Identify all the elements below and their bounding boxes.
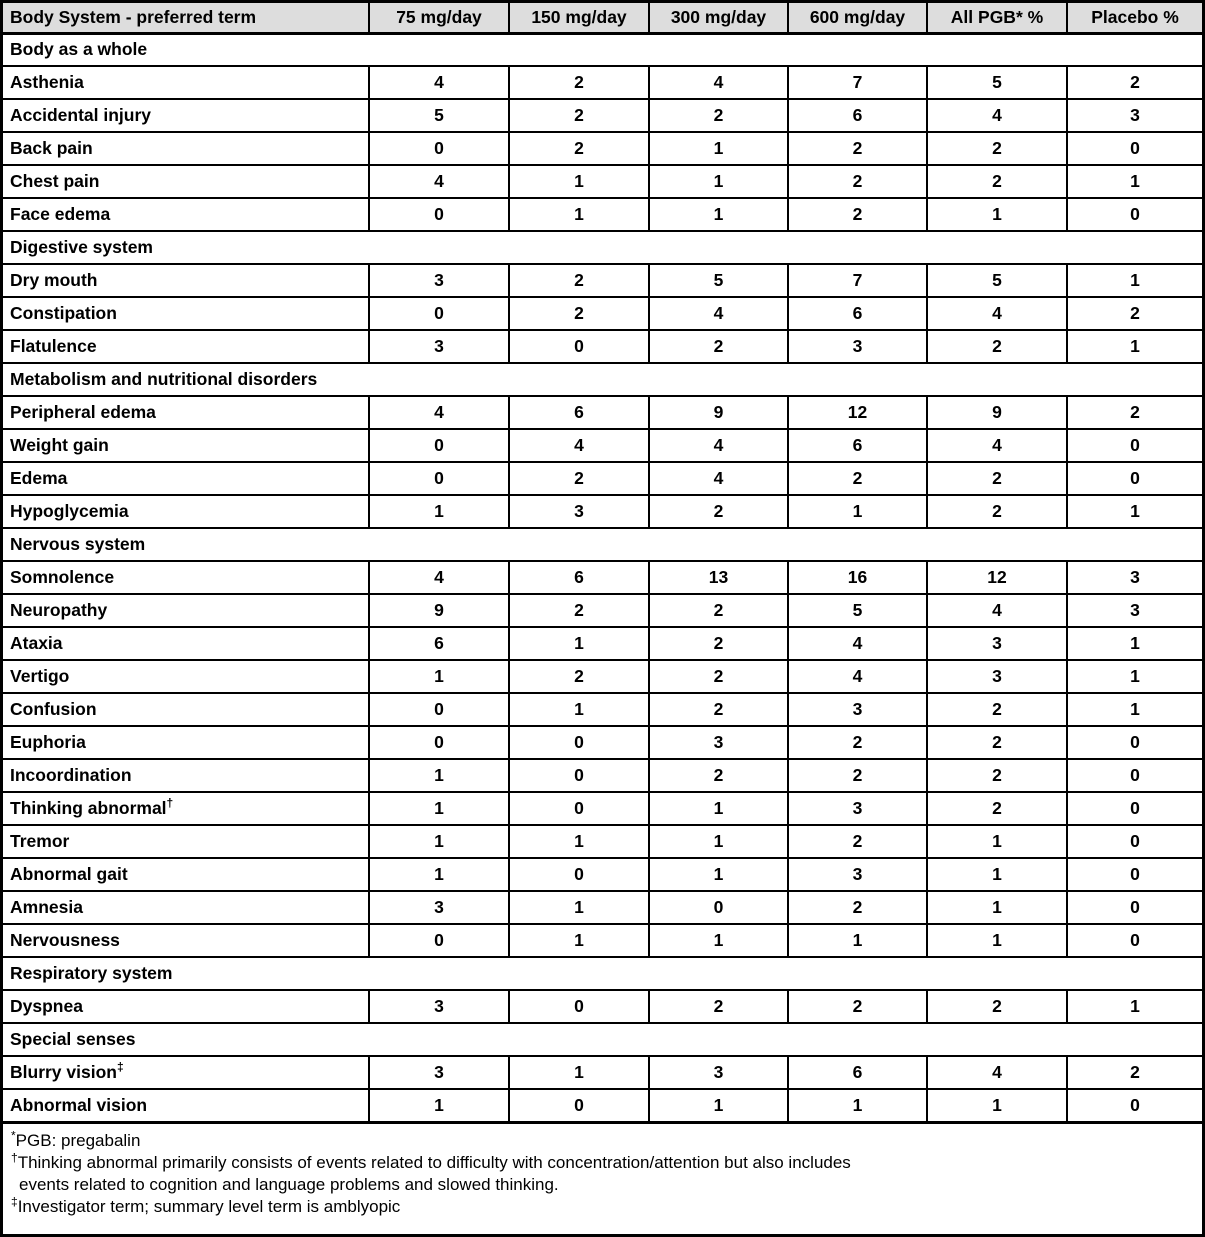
cell-value: 2: [788, 198, 927, 231]
cell-value: 2: [1067, 297, 1202, 330]
cell-value: 1: [1067, 330, 1202, 363]
footnote-double-dagger-marker: ‡: [11, 1194, 18, 1209]
cell-value: 3: [509, 495, 649, 528]
section-title: Special senses: [3, 1023, 1202, 1056]
cell-value: 2: [649, 693, 788, 726]
table-row: [3, 396, 1202, 429]
section-title: Nervous system: [3, 528, 1202, 561]
cell-value: 4: [927, 297, 1067, 330]
row-term: [3, 924, 369, 957]
footnote-blurry-vision-text: Investigator term; summary level term is amblyopic: [17, 1196, 401, 1216]
row-term: [3, 66, 369, 99]
cell-value: 0: [1067, 891, 1202, 924]
table-header: [3, 3, 1202, 33]
column-header-all-pgb: All PGB* %: [927, 3, 1067, 33]
cell-value: 1: [649, 858, 788, 891]
cell-value: 0: [509, 990, 649, 1023]
cell-value: 2: [927, 759, 1067, 792]
cell-value: 2: [649, 99, 788, 132]
row-term: [3, 759, 369, 792]
row-term: [3, 1056, 369, 1089]
section-title: Body as a whole: [3, 33, 1202, 66]
adverse-events-table: [3, 3, 1202, 1124]
row-term-label: Dyspnea: [10, 996, 83, 1016]
cell-value: 2: [788, 462, 927, 495]
cell-value: 2: [509, 594, 649, 627]
cell-value: 1: [788, 495, 927, 528]
section-header-row: [3, 33, 1202, 66]
cell-value: 4: [927, 594, 1067, 627]
cell-value: 2: [927, 693, 1067, 726]
cell-value: 0: [1067, 726, 1202, 759]
cell-value: 0: [1067, 924, 1202, 957]
cell-value: 1: [1067, 495, 1202, 528]
row-term: [3, 726, 369, 759]
cell-value: 1: [927, 1089, 1067, 1122]
cell-value: 0: [509, 1089, 649, 1122]
row-term: [3, 330, 369, 363]
cell-value: 2: [788, 759, 927, 792]
table-row: [3, 693, 1202, 726]
cell-value: 13: [649, 561, 788, 594]
cell-value: 2: [927, 165, 1067, 198]
cell-value: 2: [649, 759, 788, 792]
cell-value: 0: [509, 759, 649, 792]
cell-value: 1: [927, 891, 1067, 924]
cell-value: 7: [788, 66, 927, 99]
cell-value: 2: [509, 66, 649, 99]
cell-value: 4: [649, 297, 788, 330]
cell-value: 3: [1067, 99, 1202, 132]
row-term: [3, 693, 369, 726]
cell-value: 2: [649, 330, 788, 363]
cell-value: 3: [369, 990, 509, 1023]
cell-value: 2: [788, 891, 927, 924]
row-term: [3, 594, 369, 627]
row-term: [3, 396, 369, 429]
table-row: [3, 132, 1202, 165]
column-header-150mg: 150 mg/day: [509, 3, 649, 33]
cell-value: 3: [788, 792, 927, 825]
cell-value: 3: [927, 660, 1067, 693]
cell-value: 4: [649, 66, 788, 99]
cell-value: 0: [369, 429, 509, 462]
row-term: [3, 429, 369, 462]
cell-value: 1: [927, 198, 1067, 231]
cell-value: 0: [1067, 429, 1202, 462]
section-header-row: [3, 1023, 1202, 1056]
footnotes-block: [3, 1124, 1202, 1222]
row-term-label: Blurry vision: [10, 1062, 117, 1082]
cell-value: 2: [788, 825, 927, 858]
cell-value: 1: [509, 1056, 649, 1089]
row-term: [3, 990, 369, 1023]
cell-value: 0: [509, 792, 649, 825]
row-term-label: Abnormal vision: [10, 1094, 148, 1115]
cell-value: 2: [927, 726, 1067, 759]
cell-value: 1: [1067, 660, 1202, 693]
table-row: [3, 297, 1202, 330]
section-header-row: [3, 363, 1202, 396]
cell-value: 1: [927, 825, 1067, 858]
footnote-thinking-abnormal: [11, 1149, 1194, 1174]
table-row: [3, 99, 1202, 132]
cell-value: 0: [369, 693, 509, 726]
cell-value: 1: [509, 627, 649, 660]
table-row: [3, 1089, 1202, 1122]
cell-value: 4: [369, 165, 509, 198]
cell-value: 0: [1067, 858, 1202, 891]
column-header-body-system: Body System - preferred term: [3, 3, 369, 33]
cell-value: 9: [369, 594, 509, 627]
table-row: [3, 726, 1202, 759]
row-term-label: Ataxia: [10, 633, 63, 653]
cell-value: 0: [369, 726, 509, 759]
cell-value: 4: [649, 462, 788, 495]
row-term-label: Vertigo: [10, 666, 70, 686]
row-term: [3, 99, 369, 132]
row-term: [3, 264, 369, 297]
table-row: [3, 858, 1202, 891]
footnote-thinking-abnormal-text: Thinking abnormal primarily consists of events related to difficulty with concentration/attention but also includes: [17, 1152, 851, 1172]
cell-value: 1: [649, 825, 788, 858]
cell-value: 6: [369, 627, 509, 660]
cell-value: 3: [649, 726, 788, 759]
row-term-label: Constipation: [10, 303, 117, 323]
cell-value: 1: [369, 825, 509, 858]
cell-value: 1: [509, 891, 649, 924]
row-term-label: Chest pain: [10, 171, 100, 191]
cell-value: 3: [369, 330, 509, 363]
row-term-label: Confusion: [10, 699, 97, 719]
row-term: [3, 660, 369, 693]
cell-value: 1: [1067, 264, 1202, 297]
cell-value: 1: [1067, 693, 1202, 726]
cell-value: 2: [649, 990, 788, 1023]
cell-value: 2: [788, 165, 927, 198]
cell-value: 0: [509, 726, 649, 759]
cell-value: 1: [788, 924, 927, 957]
table-row: [3, 792, 1202, 825]
cell-value: 0: [369, 462, 509, 495]
cell-value: 1: [509, 198, 649, 231]
row-term-label: Euphoria: [10, 732, 86, 752]
cell-value: 2: [927, 990, 1067, 1023]
cell-value: 1: [369, 495, 509, 528]
section-header-row: [3, 231, 1202, 264]
cell-value: 1: [1067, 990, 1202, 1023]
cell-value: 9: [927, 396, 1067, 429]
cell-value: 2: [509, 462, 649, 495]
cell-value: 2: [927, 792, 1067, 825]
row-term-label: Amnesia: [10, 897, 83, 917]
cell-value: 1: [369, 858, 509, 891]
cell-value: 1: [649, 165, 788, 198]
table-row: [3, 990, 1202, 1023]
row-term: [3, 1089, 369, 1122]
cell-value: 2: [1067, 66, 1202, 99]
cell-value: 1: [369, 660, 509, 693]
table-row: [3, 66, 1202, 99]
cell-value: 12: [927, 561, 1067, 594]
cell-value: 0: [509, 330, 649, 363]
cell-value: 2: [788, 132, 927, 165]
cell-value: 0: [369, 297, 509, 330]
row-term-label: Thinking abnormal: [10, 798, 167, 818]
row-term-label: Flatulence: [10, 336, 97, 356]
footnote-thinking-abnormal-continued: events related to cognition and language problems and slowed thinking.: [19, 1174, 559, 1194]
column-header-300mg: 300 mg/day: [649, 3, 788, 33]
cell-value: 2: [509, 297, 649, 330]
cell-value: 1: [649, 1089, 788, 1122]
table-row: [3, 759, 1202, 792]
row-term-label: Nervousness: [10, 930, 120, 950]
cell-value: 0: [1067, 792, 1202, 825]
row-term: [3, 495, 369, 528]
footnote-pgb: [11, 1127, 1194, 1152]
table-body: [3, 33, 1202, 1122]
cell-value: 2: [1067, 396, 1202, 429]
row-term: [3, 297, 369, 330]
cell-value: 2: [927, 462, 1067, 495]
section-title: Respiratory system: [3, 957, 1202, 990]
footnote-asterisk-marker: *: [11, 1127, 16, 1142]
table-row: [3, 891, 1202, 924]
table-row: [3, 924, 1202, 957]
row-term: [3, 825, 369, 858]
cell-value: 3: [788, 330, 927, 363]
row-term: [3, 462, 369, 495]
cell-value: 1: [927, 858, 1067, 891]
row-term: [3, 132, 369, 165]
table-row: [3, 495, 1202, 528]
row-term-label: Peripheral edema: [10, 402, 156, 422]
row-term-label: Somnolence: [10, 567, 115, 587]
column-header-600mg: 600 mg/day: [788, 3, 927, 33]
section-title: Digestive system: [3, 231, 1202, 264]
cell-value: 1: [369, 759, 509, 792]
cell-value: 2: [509, 99, 649, 132]
cell-value: 0: [369, 132, 509, 165]
cell-value: 1: [788, 1089, 927, 1122]
row-term-label: Edema: [10, 468, 68, 488]
cell-value: 4: [509, 429, 649, 462]
cell-value: 2: [649, 594, 788, 627]
cell-value: 4: [369, 66, 509, 99]
cell-value: 2: [788, 990, 927, 1023]
cell-value: 4: [927, 99, 1067, 132]
cell-value: 4: [369, 561, 509, 594]
cell-value: 2: [649, 660, 788, 693]
cell-value: 1: [1067, 627, 1202, 660]
section-header-row: [3, 528, 1202, 561]
row-term: [3, 858, 369, 891]
cell-value: 1: [369, 792, 509, 825]
cell-value: 16: [788, 561, 927, 594]
cell-value: 3: [369, 264, 509, 297]
cell-value: 6: [788, 1056, 927, 1089]
footnote-pgb-text: PGB: pregabalin: [15, 1130, 141, 1150]
cell-value: 2: [927, 132, 1067, 165]
cell-value: 2: [649, 627, 788, 660]
row-term-label: Face edema: [10, 204, 111, 224]
row-term: [3, 792, 369, 825]
cell-value: 3: [649, 1056, 788, 1089]
cell-value: 5: [927, 66, 1067, 99]
cell-value: 2: [509, 264, 649, 297]
row-term: [3, 165, 369, 198]
table-row: [3, 165, 1202, 198]
cell-value: 1: [649, 198, 788, 231]
cell-value: 1: [1067, 165, 1202, 198]
cell-value: 0: [1067, 198, 1202, 231]
row-term: [3, 198, 369, 231]
cell-value: 0: [1067, 759, 1202, 792]
cell-value: 0: [1067, 132, 1202, 165]
row-term-label: Dry mouth: [10, 270, 98, 290]
row-term-label: Tremor: [10, 831, 70, 851]
cell-value: 1: [509, 693, 649, 726]
cell-value: 0: [1067, 825, 1202, 858]
cell-value: 2: [927, 495, 1067, 528]
row-term-label: Hypoglycemia: [10, 501, 129, 521]
cell-value: 1: [509, 924, 649, 957]
cell-value: 1: [509, 165, 649, 198]
cell-value: 0: [369, 924, 509, 957]
cell-value: 4: [788, 660, 927, 693]
cell-value: 3: [927, 627, 1067, 660]
cell-value: 0: [509, 858, 649, 891]
table-row: [3, 462, 1202, 495]
cell-value: 2: [509, 660, 649, 693]
table-row: [3, 198, 1202, 231]
cell-value: 6: [509, 561, 649, 594]
cell-value: 6: [788, 297, 927, 330]
row-term-label: Abnormal gait: [10, 864, 128, 884]
cell-value: 6: [788, 429, 927, 462]
cell-value: 2: [927, 330, 1067, 363]
row-term: [3, 627, 369, 660]
cell-value: 5: [927, 264, 1067, 297]
section-title: Metabolism and nutritional disorders: [3, 363, 1202, 396]
row-term: [3, 891, 369, 924]
cell-value: 7: [788, 264, 927, 297]
cell-value: 0: [369, 198, 509, 231]
row-term-label: Incoordination: [10, 765, 132, 785]
cell-value: 1: [649, 792, 788, 825]
row-term-label: Weight gain: [10, 435, 109, 455]
row-term-label: Neuropathy: [10, 600, 108, 620]
cell-value: 1: [927, 924, 1067, 957]
cell-value: 4: [927, 1056, 1067, 1089]
footnote-blurry-vision: [11, 1196, 1194, 1218]
row-term-label: Accidental injury: [10, 105, 152, 125]
table-row: [3, 660, 1202, 693]
table-row: [3, 627, 1202, 660]
cell-value: 6: [788, 99, 927, 132]
cell-value: 6: [509, 396, 649, 429]
cell-value: 0: [1067, 1089, 1202, 1122]
cell-value: 3: [369, 1056, 509, 1089]
column-header-75mg: 75 mg/day: [369, 3, 509, 33]
cell-value: 0: [1067, 462, 1202, 495]
cell-value: 1: [509, 825, 649, 858]
cell-value: 3: [1067, 594, 1202, 627]
column-header-placebo: Placebo %: [1067, 3, 1202, 33]
cell-value: 5: [649, 264, 788, 297]
cell-value: 0: [649, 891, 788, 924]
section-header-row: [3, 957, 1202, 990]
cell-value: 3: [1067, 561, 1202, 594]
cell-value: 3: [369, 891, 509, 924]
table-header-row: [3, 3, 1202, 33]
cell-value: 9: [649, 396, 788, 429]
cell-value: 1: [369, 1089, 509, 1122]
cell-value: 4: [369, 396, 509, 429]
cell-value: 1: [649, 924, 788, 957]
row-term-footnote-marker: ‡: [116, 1060, 124, 1075]
table-row: [3, 429, 1202, 462]
footnote-dagger-marker: †: [11, 1149, 18, 1164]
row-term-label: Back pain: [10, 138, 93, 158]
cell-value: 2: [1067, 1056, 1202, 1089]
cell-value: 5: [788, 594, 927, 627]
table-row: [3, 264, 1202, 297]
cell-value: 5: [369, 99, 509, 132]
table-row: [3, 825, 1202, 858]
cell-value: 2: [649, 495, 788, 528]
cell-value: 4: [649, 429, 788, 462]
table-row: [3, 561, 1202, 594]
cell-value: 1: [649, 132, 788, 165]
cell-value: 3: [788, 858, 927, 891]
cell-value: 12: [788, 396, 927, 429]
table-row: [3, 594, 1202, 627]
cell-value: 4: [927, 429, 1067, 462]
cell-value: 2: [509, 132, 649, 165]
row-term-footnote-marker: †: [166, 796, 174, 811]
cell-value: 4: [788, 627, 927, 660]
cell-value: 3: [788, 693, 927, 726]
table-row: [3, 330, 1202, 363]
row-term-label: Asthenia: [10, 72, 84, 92]
row-term: [3, 561, 369, 594]
cell-value: 2: [788, 726, 927, 759]
table-row: [3, 1056, 1202, 1089]
